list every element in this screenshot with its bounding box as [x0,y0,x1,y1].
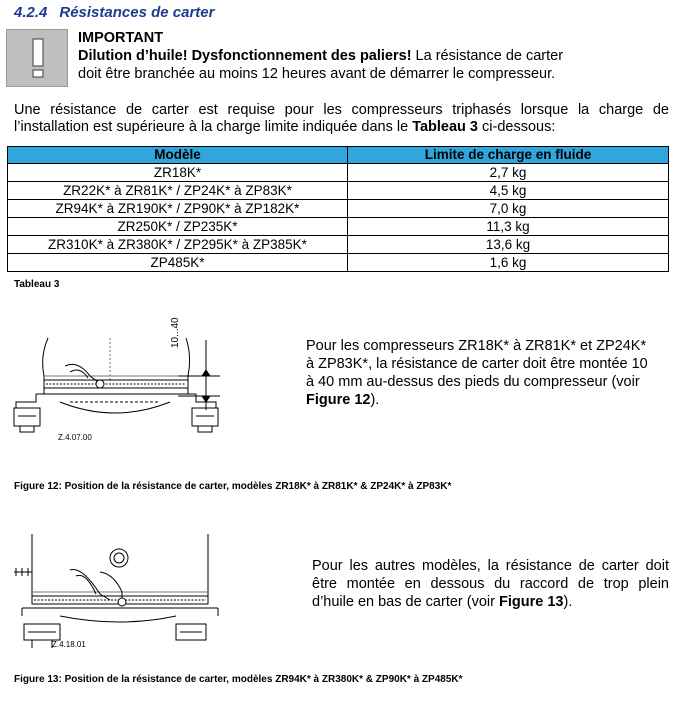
table-cell-limit: 1,6 kg [348,254,669,272]
table-row [8,200,669,218]
figure-13-text-line-3-start: d’huile en bas de carter (voir [312,594,499,610]
figure-13-ref-end: ). [563,594,573,610]
intro-line-2-end: ci-dessous: [478,119,556,135]
table-cell-limit: 11,3 kg [348,218,669,236]
figure-13-caption: Figure 13: Position de la résistance de carter, modèles ZR94K* à ZR380K* & ZP90K* à ZP485K* [14,674,463,685]
figure-12-text-line-3: à 40 mm au-dessus des pieds du compresseur (voir [306,374,640,390]
table-header-row [8,147,669,164]
table-row [8,236,669,254]
table-cell-limit: 2,7 kg [348,164,669,182]
figure-12-text-line-4 [306,391,671,409]
important-warning-rest: La résistance de carter [411,48,564,64]
figure-13-text-line-3 [312,593,669,611]
table-row [8,254,669,272]
section-number: 4.2.4 [14,4,48,21]
table-cell-model: ZP485K* [8,254,348,272]
figure-13-drawing [10,532,220,652]
section-title: Résistances de carter [59,4,215,21]
figure-13-text [312,557,669,611]
table-cell-model: ZR250K* / ZP235K* [8,218,348,236]
important-warning-bold: Dilution d’huile! Dysfonctionnement des paliers! [78,48,412,64]
table-cell-model: ZR22K* à ZR81K* / ZP24K* à ZP83K* [8,182,348,200]
table-cell-model: ZR94K* à ZR190K* / ZP90K* à ZP182K* [8,200,348,218]
table-row [8,164,669,182]
figure-12-text-line-1: Pour les compresseurs ZR18K* à ZR81K* et ZP24K* [306,338,647,354]
table-cell-model: ZR18K* [8,164,348,182]
intro-line-2 [14,119,555,135]
charge-limit-table [7,146,669,272]
figure-12-drawing [10,336,246,446]
figure-12-caption: Figure 12: Position de la résistance de carter, modèles ZR18K* à ZR81K* & ZP24K* à ZP83K* [14,481,452,492]
table-cell-limit: 4,5 kg [348,182,669,200]
warning-icon-box [6,29,68,87]
table-row [8,182,669,200]
section-heading [14,4,214,21]
figure-12-text [306,337,671,409]
important-line-1 [78,48,563,64]
table-header-limit: Limite de charge en fluide [348,147,669,164]
table-caption: Tableau 3 [14,279,60,290]
intro-table-ref: Tableau 3 [412,119,478,135]
intro-line-2-start: l’installation est supérieure à la charge limite indiquée dans le [14,119,413,135]
figure-13-text-line-2: être montée en dessous du raccord de trop plein [312,576,669,592]
table-cell-model: ZR310K* à ZR380K* / ZP295K* à ZP385K* [8,236,348,254]
figure-13-text-line-1: Pour les autres modèles, la résistance de carter doit [312,558,669,574]
table-header-model: Modèle [8,147,348,164]
figure-13-ref: Figure 13 [499,594,564,610]
important-title: IMPORTANT [78,30,164,46]
figure-12-ref-end: ). [370,392,380,408]
table-row [8,218,669,236]
figure-12-drawing-code: Z.4.07.00 [58,433,92,442]
figure-12-ref: Figure 12 [306,392,371,408]
intro-line-1: Une résistance de carter est requise pour les compresseurs triphasés lorsque la charge de [14,102,669,118]
figure-12-text-line-2: à ZP83K*, la résistance de carter doit être montée 10 [306,356,648,372]
important-line-2: doit être branchée au moins 12 heures avant de démarrer le compresseur. [78,66,556,82]
figure-13-drawing-code: Z.4.18.01 [52,640,86,649]
table-cell-limit: 7,0 kg [348,200,669,218]
table-cell-limit: 13,6 kg [348,236,669,254]
dimension-label: 10...40 [170,317,181,348]
exclamation-icon [7,30,69,88]
